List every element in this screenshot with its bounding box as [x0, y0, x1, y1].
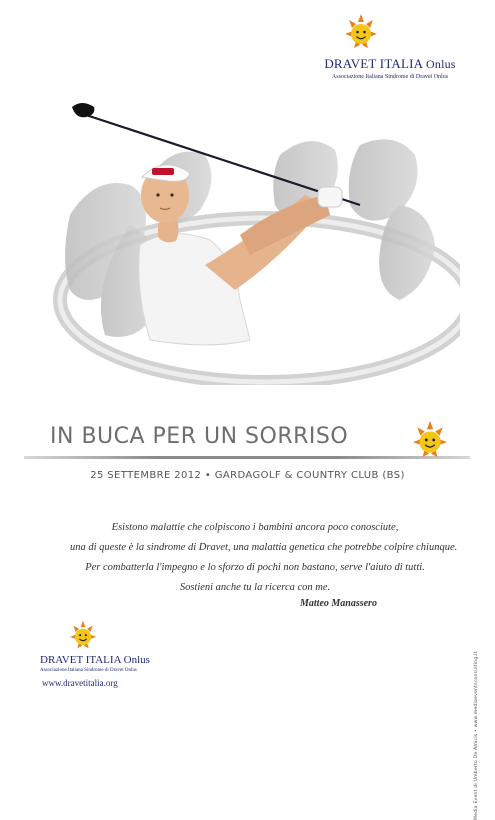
sun-mascot-icon: [413, 418, 447, 464]
club-head: [72, 103, 94, 117]
logo-name: [300, 56, 480, 72]
quote-line: Per combatterla l'impegno e lo sforzo di pochi non bastano, serve l'aiuto di tutti.: [85, 562, 425, 573]
sun-mascot-icon: [345, 14, 377, 52]
headline-rule: [24, 456, 470, 459]
quote-line: una di queste è la sindrome di Dravet, una malattia genetica che potrebbe colpire chiunque.: [70, 542, 458, 553]
logo-bottom: [40, 620, 160, 690]
logo-name: [40, 654, 170, 666]
logo-subtitle: Associazione Italiana Sindrome di Dravet Onlus: [40, 668, 137, 673]
quote-line: Esistono malattie che colpiscono i bambini ancora poco conosciute,: [111, 522, 399, 533]
quote-block: [70, 518, 458, 598]
golfer-hero-image: [40, 95, 460, 385]
quote-line: Sostieni anche tu la ricerca con me.: [179, 582, 331, 593]
website-link[interactable]: www.dravetitalia.org: [42, 678, 118, 688]
event-dateline: 25 SETTEMBRE 2012 • GARDAGOLF & COUNTRY CLUB (BS): [90, 470, 405, 481]
logo-subtitle: Associazione Italiana Sindrome di Dravet Onlus: [331, 74, 449, 80]
logo-name-text: DRAVET ITALIA: [40, 654, 121, 666]
logo-name-text: DRAVET ITALIA: [324, 56, 423, 71]
credit-text: Media Event di Umberto De Amicis • www.mediaeventsconsulting.it: [474, 651, 479, 820]
logo-onlus-text: Onlus: [426, 57, 456, 71]
headline: IN BUCA PER UN SORRISO: [50, 424, 349, 449]
logo-onlus-text: Onlus: [123, 654, 150, 666]
credit-vertical: [474, 600, 488, 820]
signature: Matteo Manassero: [300, 598, 377, 609]
sun-mascot-icon: [70, 620, 96, 652]
